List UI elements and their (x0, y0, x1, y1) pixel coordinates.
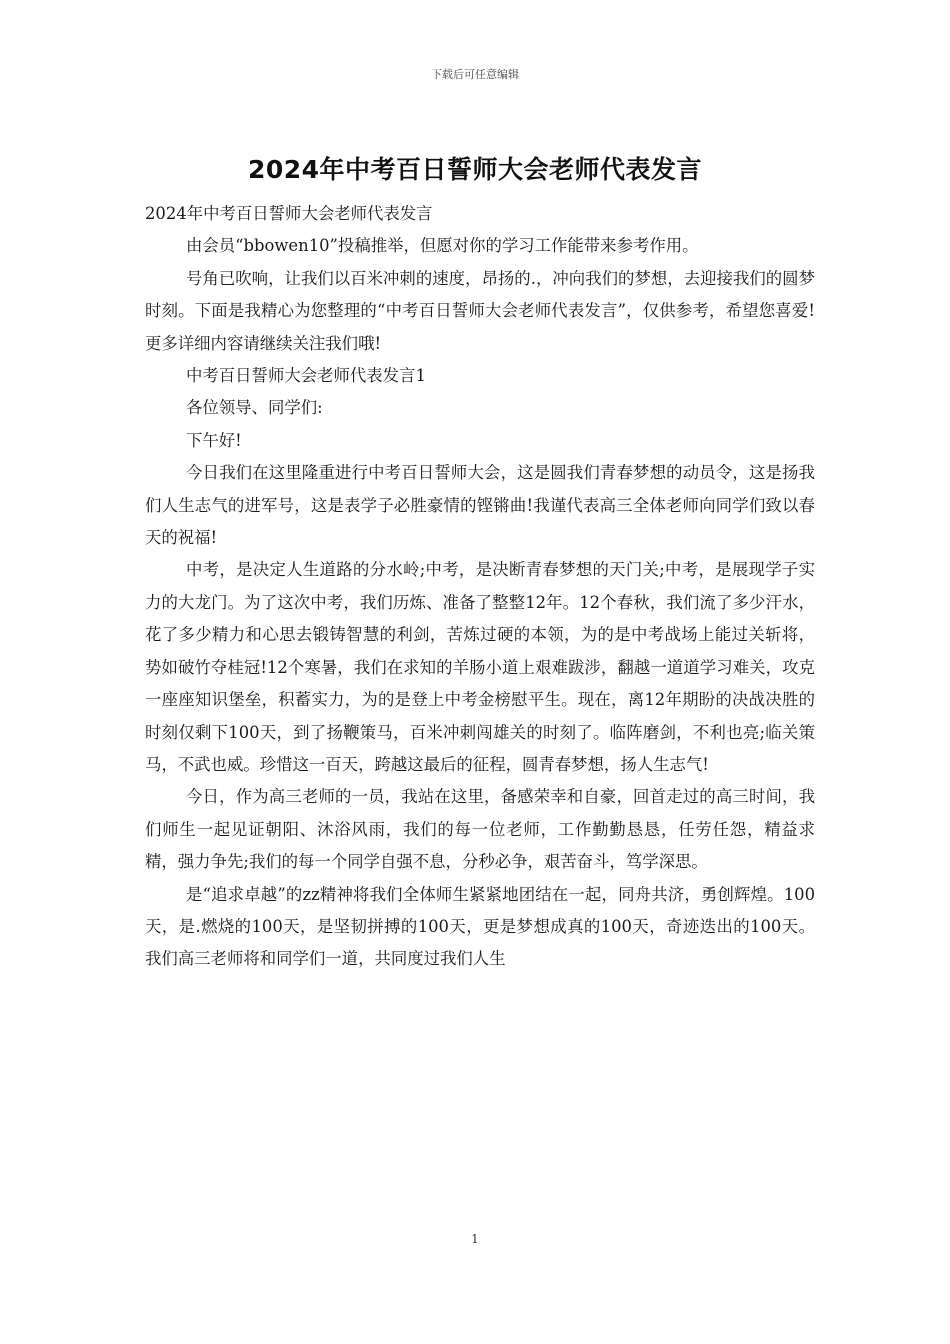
page-number: 1 (471, 1232, 479, 1246)
paragraph: 由会员“bbowen10”投稿推举，但愿对你的学习工作能带来参考作用。 (186, 236, 699, 256)
salutation: 各位领导、同学们: (186, 398, 323, 418)
paragraph: 今日，作为高三老师的一员，我站在这里，备感荣幸和自豪，回首走过的高三时间，我们师生一起见证朝阳、沐浴风雨，我们的每一位老师，工作勤勤恳恳，任劳任怨，精益求精，强力争先;我们的每一个同学自强不息，分秒必争，艰苦奋斗，笃学深思。 (145, 787, 815, 872)
document-body (145, 198, 815, 976)
subtitle-paragraph: 2024年中考百日誓师大会老师代表发言 (145, 204, 433, 223)
paragraph: 号角已吹响，让我们以百米冲刺的速度，昂扬的.，冲向我们的梦想，去迎接我们的圆梦时刻。下面是我精心为您整理的“中考百日誓师大会老师代表发言”，仅供参考，希望您喜爱!更多详细内容请继续关注我们哦! (145, 268, 815, 353)
paragraph: 是“追求卓越”的zz精神将我们全体师生紧紧地团结在一起，同舟共济，勇创辉煌。100天，是.燃烧的100天，是坚韧拼搏的100天，更是梦想成真的100天，奇迹迭出的100天。我们高三老师将和同学们一道，共同度过我们人生 (145, 884, 815, 969)
header-note: 下载后可任意编辑 (431, 68, 519, 81)
greeting: 下午好! (186, 430, 242, 450)
document-title: 2024年中考百日誓师大会老师代表发言 (247, 155, 703, 184)
paragraph: 中考，是决定人生道路的分水岭;中考，是决断青春梦想的天门关;中考，是展现学子实力的大龙门。为了这次中考，我们历炼、准备了整整12年。12个春秋，我们流了多少汗水，花了多少精力和心思去锻铸智慧的利剑，苦炼过硬的本领，为的是中考战场上能过关斩将，势如破竹夺桂冠!12个寒暑，我们在求知的羊肠小道上艰难跋涉，翻越一道道学习难关，攻克一座座知识堡垒，积蓄实力，为的是登上中考金榜慰平生。现在，离12年期盼的决战决胜的时刻仅剩下100天，到了扬鞭策马，百米冲刺闯雄关的时刻了。临阵磨剑，不利也亮;临关策马，不武也威。珍惜这一百天，跨越这最后的征程，圆青春梦想，扬人生志气! (145, 560, 815, 774)
section-heading: 中考百日誓师大会老师代表发言1 (186, 366, 426, 386)
paragraph: 今日我们在这里隆重进行中考百日誓师大会，这是圆我们青春梦想的动员令，这是扬我们人生志气的进军号，这是表学子必胜豪情的铿锵曲!我谨代表高三全体老师向同学们致以春天的祝福! (145, 463, 815, 548)
